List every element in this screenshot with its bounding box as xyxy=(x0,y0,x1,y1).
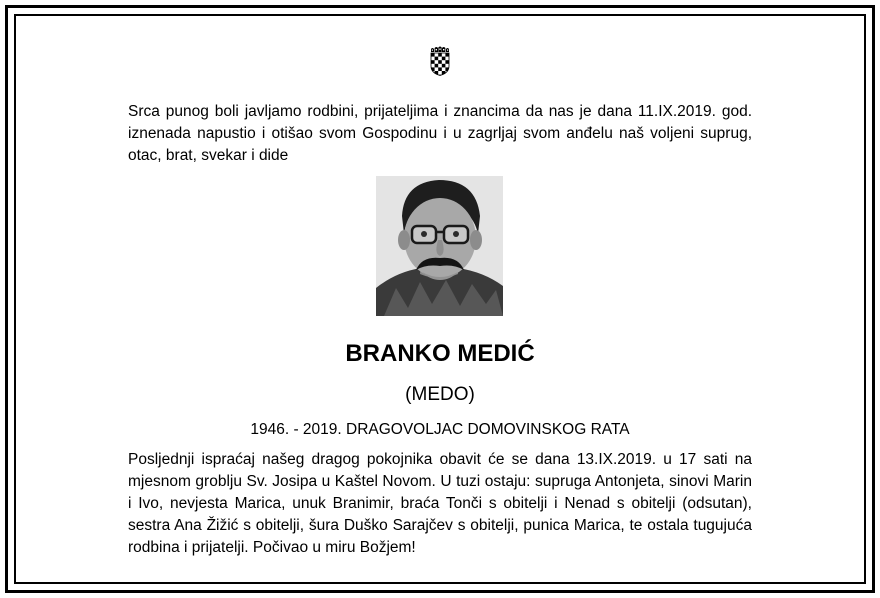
details-line: rodbina i prijatelji. Počivao u miru Božjem! xyxy=(128,539,416,556)
funeral-details-paragraph xyxy=(128,449,752,559)
life-years-line: 1946. - 2019. DRAGOVOLJAC DOMOVINSKOG RATA xyxy=(250,421,630,438)
portrait-illustration xyxy=(376,176,503,316)
details-line: Posljednji ispraćaj našeg dragog pokojnika obavit će se dana 13.IX.2019. u 17 sati na xyxy=(128,451,752,468)
intro-line: otac, brat, svekar i dide xyxy=(128,147,289,164)
intro-line: Srca punog boli javljamo rodbini, prijateljima i znancima da nas je dana 11.IX.2019. god. xyxy=(128,103,752,120)
portrait-photo xyxy=(376,176,503,316)
deceased-name: BRANKO MEDIĆ xyxy=(345,340,535,367)
intro-line: iznenada napustio i otišao svom Gospodinu i u zagrljaj svom anđelu naš voljeni suprug, xyxy=(128,125,752,142)
details-line: sestra Ana Žižić s obitelji, šura Duško Sarajčev s obitelji, punica Marica, te ostala tugujuća xyxy=(128,517,752,534)
croatian-coat-of-arms-icon xyxy=(430,46,450,76)
details-line: mjesnom groblju Sv. Josipa u Kaštel Novom. U tuzi ostaju: supruga Antonjeta, sinovi Marin xyxy=(128,473,752,490)
deceased-nickname: (MEDO) xyxy=(405,384,475,405)
details-line: i Ivo, nevjesta Marica, unuk Branimir, braća Tonči s obitelji i Nenad s obitelji (odsutan), xyxy=(128,495,752,512)
intro-paragraph xyxy=(128,101,752,167)
